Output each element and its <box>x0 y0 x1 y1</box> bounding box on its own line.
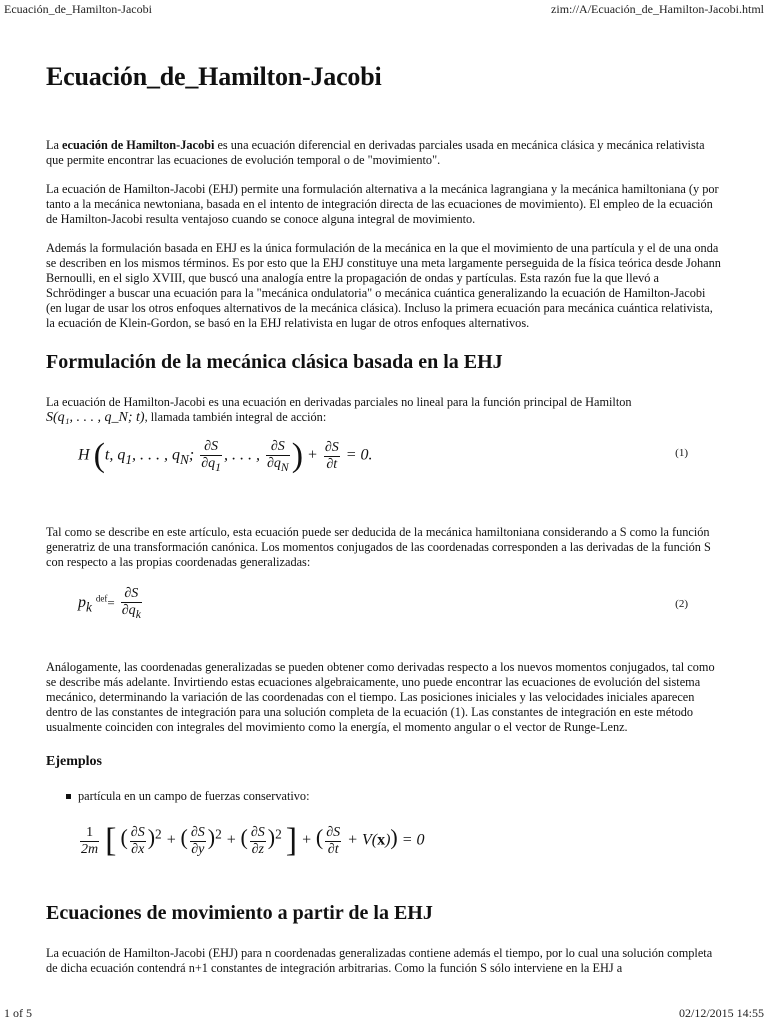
paragraph-7: La ecuación de Hamilton-Jacobi (EHJ) para n coordenadas generalizadas contiene además el tiempo, por lo cual una solución completa de dicha ecuación contendrá n+1 constantes de integración arbitrarias. Como la función S sólo interviene en la EHJ a <box>46 946 713 975</box>
page-title: Ecuación_de_Hamilton-Jacobi <box>46 62 382 91</box>
section-heading-ecuaciones: Ecuaciones de movimiento a partir de la EHJ <box>46 902 433 924</box>
article <box>46 60 722 990</box>
header-url: zim://A/Ecuación_de_Hamilton-Jacobi.html <box>551 2 764 16</box>
paragraph-5: Tal como se describe en este artículo, esta ecuación puede ser deducida de la mecánica hamiltoniana considerando a S como la función generatriz de una transformación canónica. Los momentos conjugados de las coordenadas corresponden a las derivadas de la función S con respecto a las propias coordenadas generalizadas: <box>46 525 711 569</box>
equation-number: (2) <box>675 598 688 610</box>
term-bold: ecuación de Hamilton-Jacobi <box>62 138 215 152</box>
print-date: 02/12/2015 14:55 <box>678 1006 764 1020</box>
equation-1: H (t, $q_1$, . . . , $q_N$; $\frac{\partial S}{\partial q_1}$ , . . . , $\frac{\partial S}{\partial q_N}$ ) + $\frac{\partial S}{\partial t}$ = 0. (1) <box>78 437 688 474</box>
inline-math-S: S(q₁, . . . , q_N; t) <box>46 410 145 425</box>
bullet-icon <box>66 794 71 799</box>
equation-2: $p_k$ $^{def}$= $\frac{\partial S}{\partial q_k}$ (2) <box>78 586 688 621</box>
paragraph-3: Además la formulación basada en EHJ es la única formulación de la mecánica en la que el movimiento de una partícula y el de una onda se describen en los mismos términos. Es por esto que la EHJ constituye una meta largamente perseguida de la física teórica desde Johann Bernoulli, en el siglo XVIII, que buscó una analogía entre la propagación de ondas y partículas. Esta razón fue la que llevó a Schrödinger a buscar una ecuación para la "mecánica ondulatoria" o mecánica cuántica generalizando la ecuación de Hamilton-Jacobi (en lugar de usar los otros enfoques alternativos de la mecánica clásica). Incluso la primera ecuación para mecánica cuántica relativista, la ecuación de Klein-Gordon, se basó en la EHJ relativista en lugar de otros enfoques alternativos. <box>46 241 721 330</box>
list-item: partícula en un campo de fuerzas conservativo: <box>66 789 722 804</box>
print-header <box>0 2 768 18</box>
section-heading-formulacion: Formulación de la mecánica clásica basada en la EHJ <box>46 351 503 373</box>
subsection-heading-ejemplos: Ejemplos <box>46 754 102 769</box>
print-footer <box>0 1006 768 1022</box>
paragraph-4: La ecuación de Hamilton-Jacobi es una ecuación en derivadas parciales no lineal para la función principal de Hamilton S(q₁, . . . , q_N; t), llamada también integral de acción: <box>46 395 632 425</box>
examples-list <box>46 789 722 804</box>
equation-3: $\frac{1}{2m}$ [ ( $\frac{\partial S}{\partial x}$ )$^2$ + ( $\frac{\partial S}{\partial y}$ )$^2$ + ( $\frac{\partial S}{\partial z}$ )$^2$ ] + ( $\frac{\partial S}{\partial t}$ + V(x)) = 0 <box>81 822 425 859</box>
page-counter: 1 of 5 <box>4 1006 32 1020</box>
intro-paragraph: La ecuación de Hamilton-Jacobi es una ecuación diferencial en derivadas parciales usada en mecánica clásica y mecánica relativista que permite encontrar las ecuaciones de evolución temporal o de "movimiento". <box>46 138 705 167</box>
equation-number: (1) <box>675 447 688 459</box>
paragraph-2: La ecuación de Hamilton-Jacobi (EHJ) permite una formulación alternativa a la mecánica lagrangiana y la mecánica hamiltoniana (y por tanto a la mecánica newtoniana, basada en el intento de integración directa de las ecuaciones de movimiento). El empleo de la ecuación de Hamilton-Jacobi resulta ventajoso cuando se conoce alguna integral de movimiento. <box>46 182 719 226</box>
header-title: Ecuación_de_Hamilton-Jacobi <box>4 2 152 16</box>
paragraph-6: Análogamente, las coordenadas generalizadas se pueden obtener como derivadas respecto a los nuevos momentos conjugados, tal como se describe más adelante. Invirtiendo estas ecuaciones algebraicamente, uno puede encontrar las ecuaciones de evolución del sistema mecánico, determinando la variación de las coordenadas con el tiempo. Las posiciones iniciales y las velocidades iniciales aparecen dentro de las constantes de integración para una solución completa de la ecuación (1). Las constantes de integración en este método usualmente coinciden con integrales del movimiento como la energía, el momento angular o el vector de Runge-Lenz. <box>46 660 715 734</box>
